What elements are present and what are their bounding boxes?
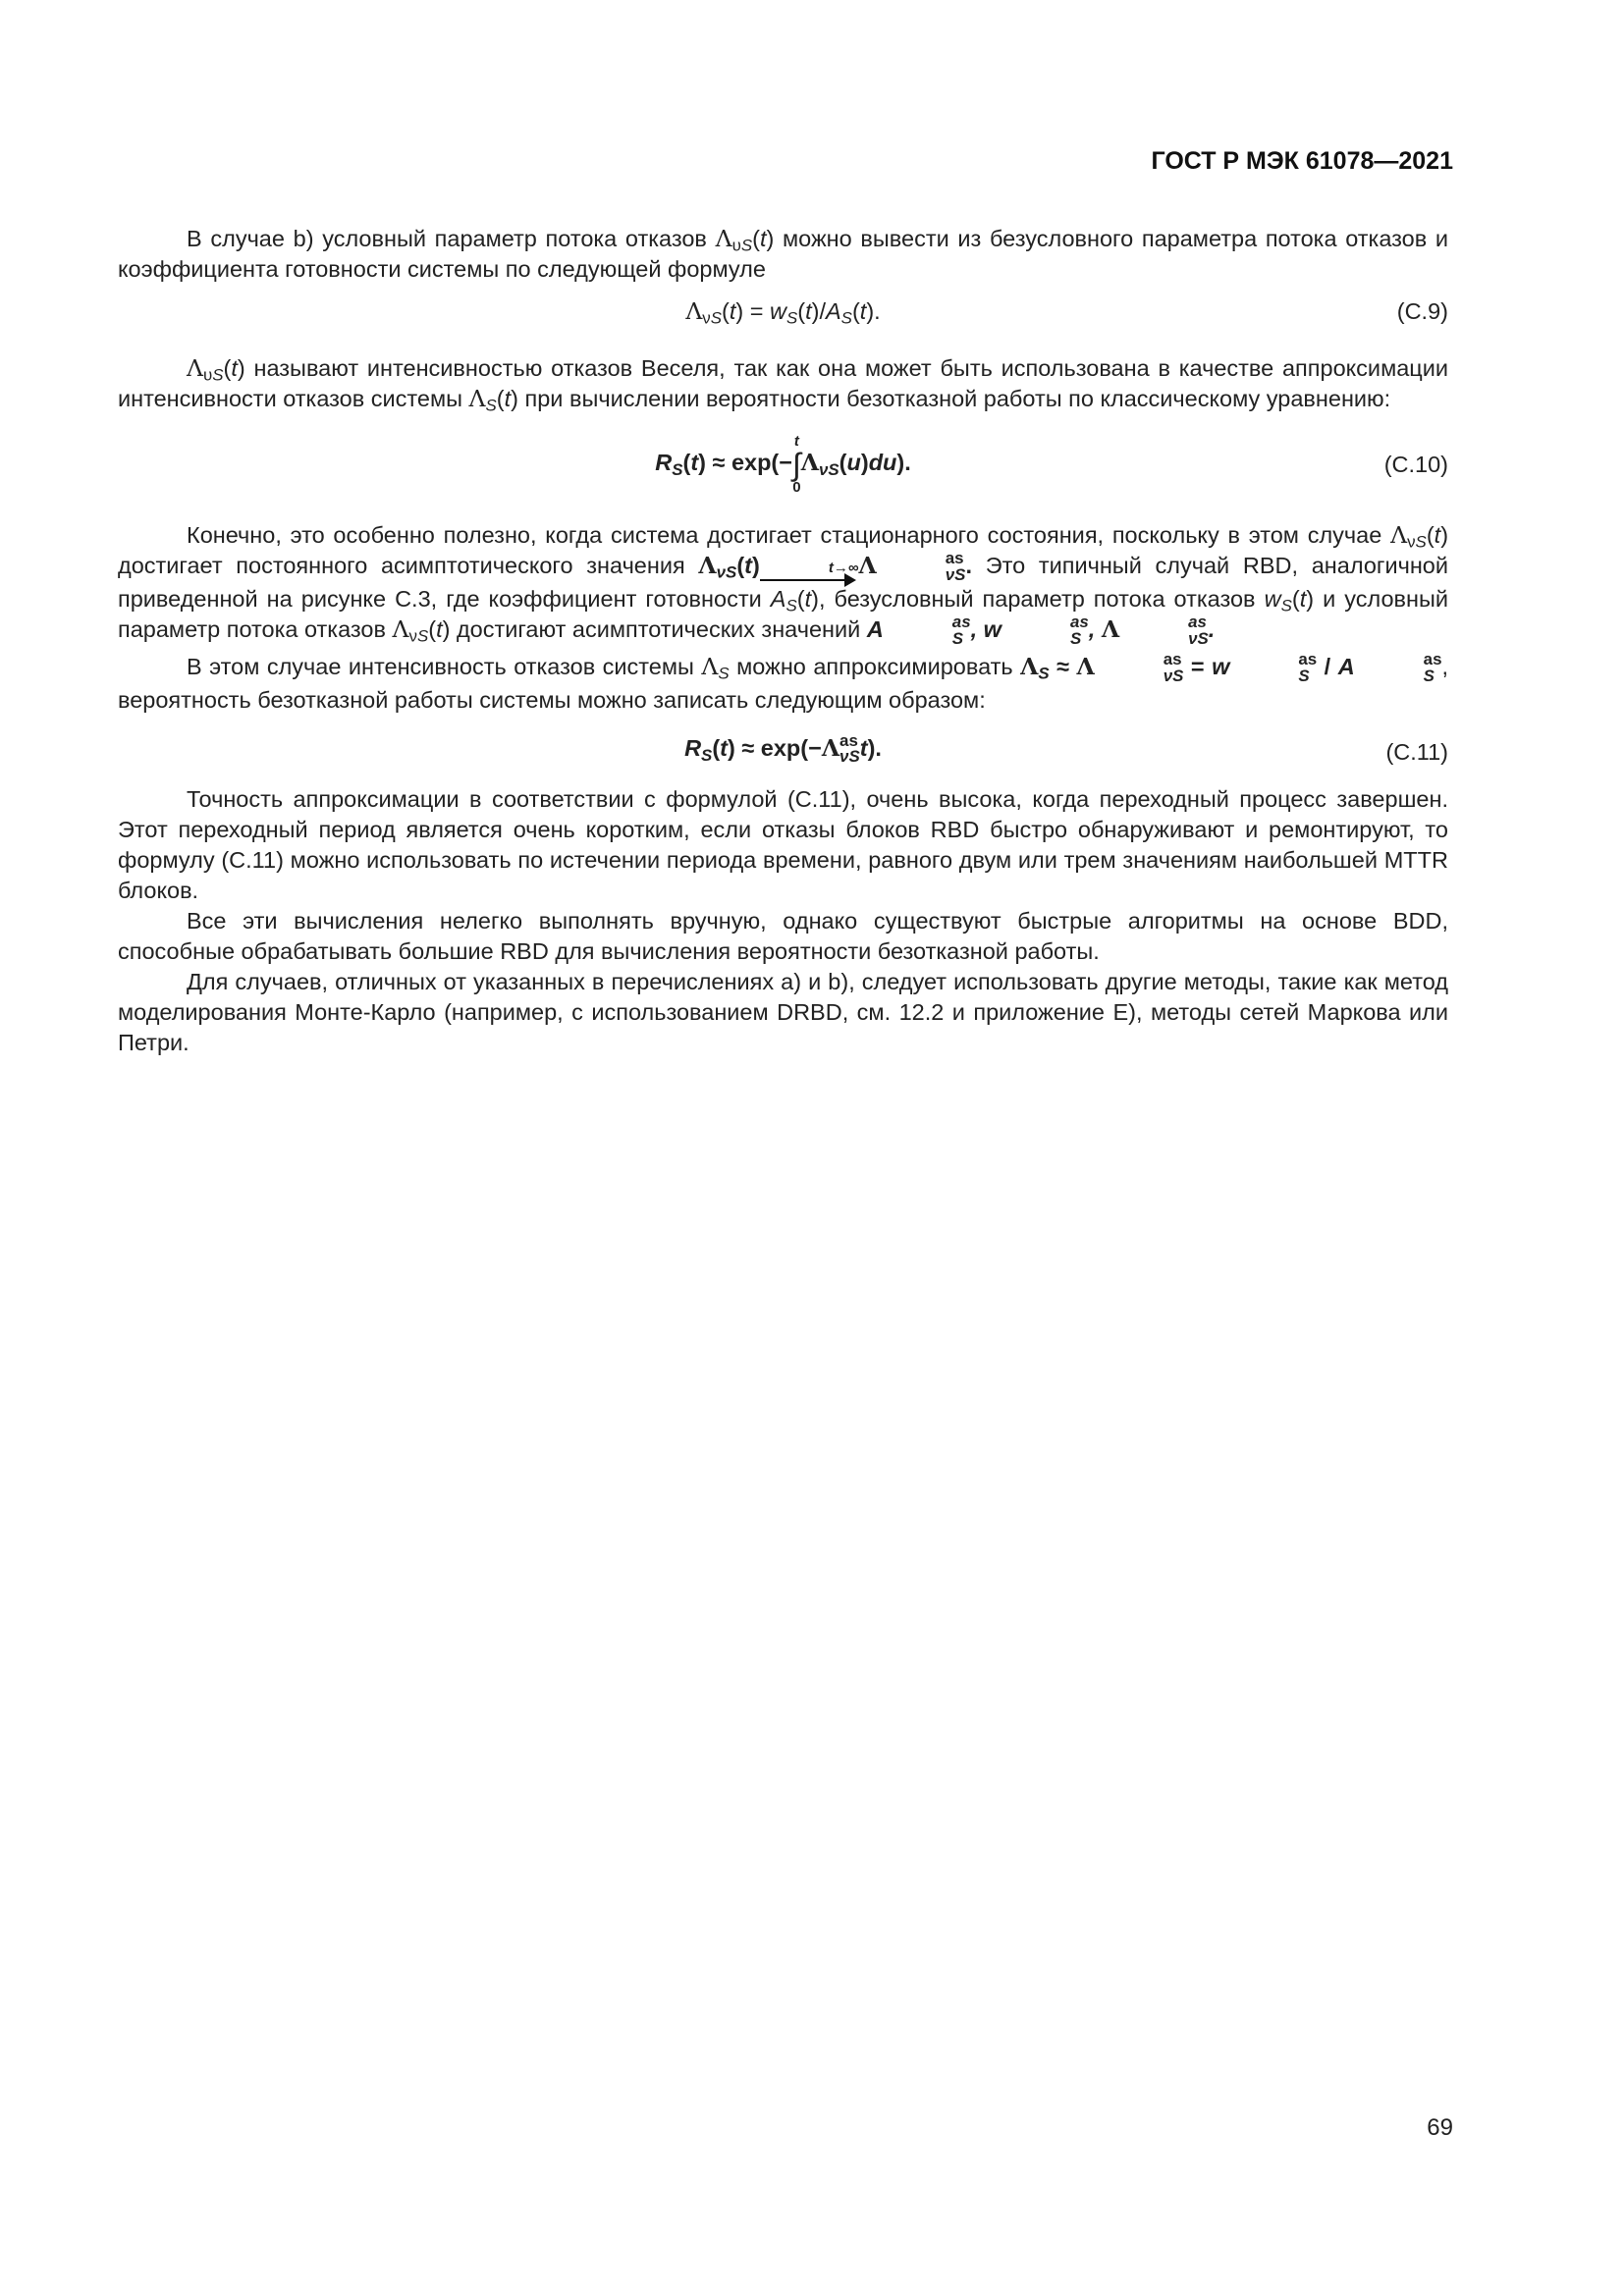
- equation-formula: $R_S(t) \approx \exp(-\Lambda$ as νS t).: [684, 730, 882, 767]
- equation-number: (C.9): [1396, 298, 1448, 324]
- page-number: 69: [1427, 2114, 1453, 2141]
- formula-inline: A as S , w as S , Λ as νS .: [866, 612, 1216, 648]
- formula-inline: $\Lambda_{\nu S}(t)$: [392, 614, 451, 646]
- equation-number: (C.10): [1383, 452, 1448, 477]
- equation-c10: [118, 426, 1448, 508]
- page-content: [118, 224, 1448, 1058]
- paragraph-4: В этом случае интенсивность отказов системы $\Lambda_S$ можно аппроксимировать $\Lambda_S \approx \Lambda$ as νS = w as S / A as S , вероятность безотказной работы системы можно записать следующим образом:: [118, 649, 1449, 713]
- equation-c11: [118, 727, 1448, 773]
- document-header: ГОСТ Р МЭК 61078—2021: [1151, 147, 1453, 175]
- formula-inline: $\Lambda_{\upsilon S}(t)$: [187, 354, 245, 385]
- formula-inline: $\Lambda_S(t)$: [468, 385, 518, 415]
- formula-inline: $\Lambda_S$: [701, 652, 730, 683]
- formula-inline: $w_S(t)$: [1264, 585, 1315, 615]
- paragraph-6: Все эти вычисления нелегко выполнять вручную, однако существуют быстрые алгоритмы на основе BDD, способные обрабатывать большие RBD для вычисления вероятности безотказной работы.: [118, 907, 1448, 964]
- equation-formula: $\Lambda_{\nu S}(t) = w_S(t)/A_S(t)$.: [685, 297, 881, 328]
- limit-arrow-icon: t→∞: [760, 554, 859, 581]
- integral-icon: t ∫ 0: [791, 433, 801, 496]
- equation-number: (C.11): [1385, 738, 1448, 765]
- paragraph-1: В случае b) условный параметр потока отказов $\Lambda_{\upsilon S}(t)$ можно вывести из безусловного параметра потока отказов и коэффициента готовности системы по следующей формуле: [118, 225, 1449, 282]
- paragraph-3: Конечно, это особенно полезно, когда система достигает стационарного состояния, поскольку в этом случае $\Lambda_{\nu S}(t)$ достигает постоянного асимптотического значения $\Lambda_{\nu S}(t)$ t→∞ Λ as νS . Это типичный случай RBD, аналогичной приведенной на рисунке C.3, где коэффициент готовности $A_S(t)$, безусловный параметр потока отказов $w_S(t)$ и условный параметр потока отказов $\Lambda_{\nu S}(t)$ достигают асимптотических значений A as S , w as S , Λ as νS .: [118, 521, 1449, 648]
- formula-inline: $\Lambda_{\nu S}(t)$ t→∞ Λ as νS .: [698, 549, 972, 584]
- paragraph-2: $\Lambda_{\upsilon S}(t)$ называют интенсивностью отказов Веселя, так как она может быть использована в качестве аппроксимации интенсивности отказов системы $\Lambda_S(t)$ при вычислении вероятности безотказной работы по классическому уравнению:: [118, 354, 1449, 415]
- paragraph-5: Точность аппроксимации в соответствии с формулой (C.11), очень высока, когда переходный процесс завершен. Этот переходный период является очень коротким, если отказы блоков RBD быстро обнаруживают и ремонтируют, то формулу (C.11) можно использовать по истечении периода времени, равного двум или трем значениям наибольшей MTTR блоков.: [118, 785, 1448, 903]
- formula-inline: $\Lambda_{\nu S}(t)$: [1390, 521, 1449, 552]
- formula-inline: $\Lambda_{\upsilon S}(t)$: [715, 225, 775, 255]
- formula-inline: $\Lambda_S \approx \Lambda$ as νS = w as S / A as S: [1020, 649, 1442, 685]
- formula-inline: $A_S(t)$: [770, 585, 819, 615]
- paragraph-7: Для случаев, отличных от указанных в перечислениях a) и b), следует использовать другие методы, такие как метод моделирования Монте-Карло (например, с использованием DRBD, см. 12.2 и приложение E), методы сетей Маркова или Петри.: [118, 968, 1448, 1055]
- equation-formula: $R_S(t) \approx \exp(-$ t ∫ 0 $\Lambda_{\nu S}(u)du$).: [655, 433, 911, 496]
- equation-c9: [118, 296, 1448, 342]
